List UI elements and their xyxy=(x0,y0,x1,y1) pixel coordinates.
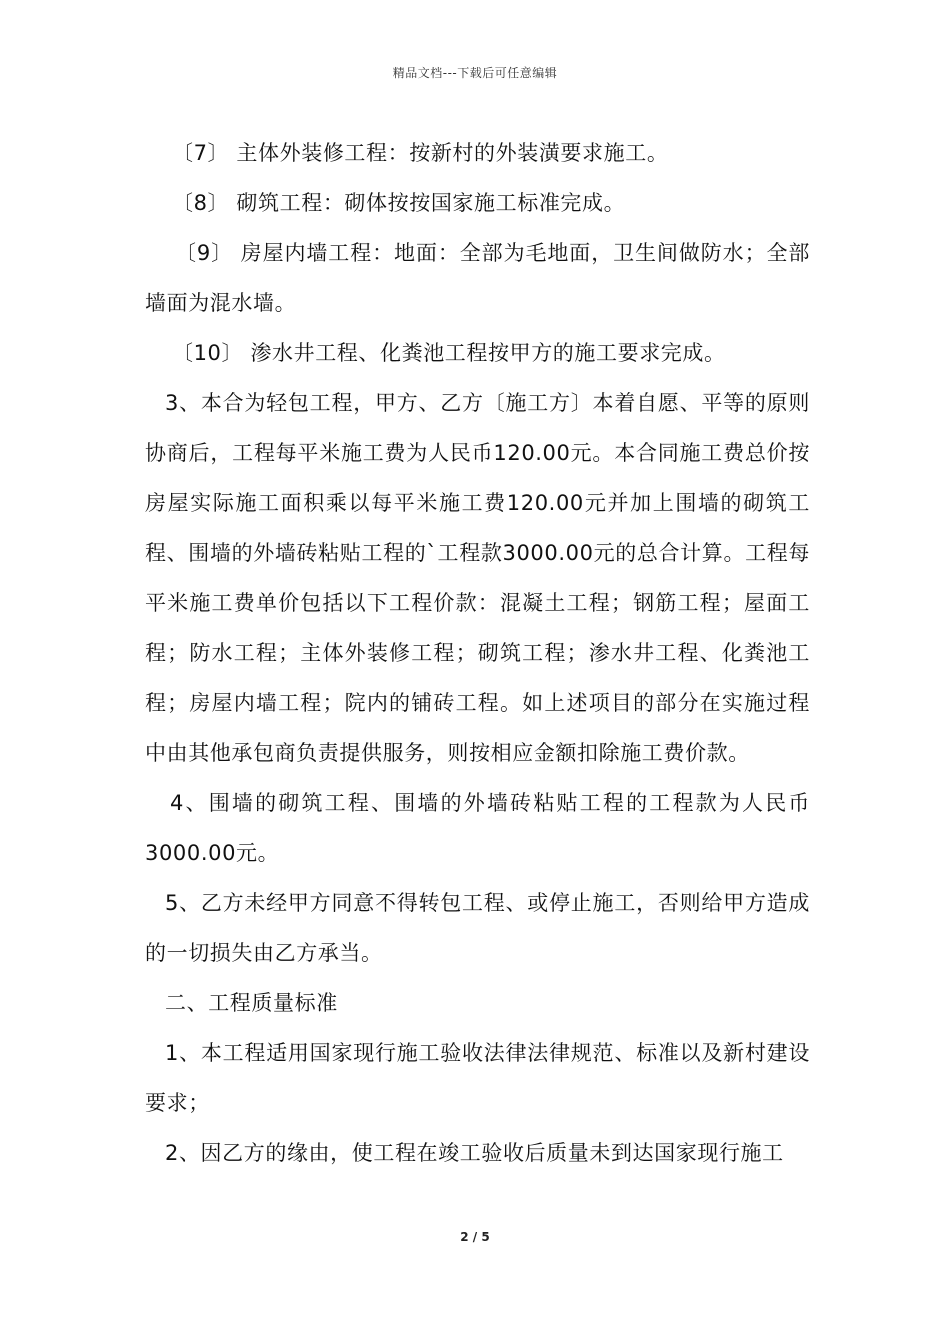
page-header: 精品文档---下载后可任意编辑 xyxy=(392,66,558,80)
paragraph-quality-1: 1、本工程适用国家现行施工验收法律法律规范、标准以及新村建设要求； xyxy=(145,1041,810,1115)
section-heading-quality: 二、工程质量标准 xyxy=(165,991,338,1015)
paragraph-clause-4: 4、围墙的砌筑工程、围墙的外墙砖粘贴工程的工程款为人民币3000.00元。 xyxy=(145,791,810,865)
paragraph-clause-3: 3、本合为轻包工程，甲方、乙方〔施工方〕本着自愿、平等的原则协商后，工程每平米施工费为人民币120.00元。本合同施工费总价按房屋实际施工面积乘以每平米施工费120.00元并加上围墙的砌筑工程、围墙的外墙砖粘贴工程的`工程款3000.00元的总合计算。工程每平米施工费单价包括以下工程价款：混凝土工程；钢筋工程；屋面工程；防水工程；主体外装修工程；砌筑工程；渗水井工程、化粪池工程；房屋内墙工程；院内的铺砖工程。如上述项目的部分在实施过程中由其他承包商负责提供服务，则按相应金额扣除施工费价款。 xyxy=(145,391,810,765)
paragraph-quality-2: 2、因乙方的缘由，使工程在竣工验收后质量未到达国家现行施工 xyxy=(165,1141,784,1165)
page-number: 2 / 5 xyxy=(460,1230,490,1244)
paragraph-clause-5: 5、乙方未经甲方同意不得转包工程、或停止施工，否则给甲方造成的一切损失由乙方承当。 xyxy=(145,891,810,965)
paragraph-item-8: 〔8〕 砌筑工程：砌体按按国家施工标准完成。 xyxy=(172,191,626,215)
paragraph-item-7: 〔7〕 主体外装修工程：按新村的外装潢要求施工。 xyxy=(172,141,669,165)
document-body xyxy=(145,128,810,1178)
paragraph-item-9: 〔9〕 房屋内墙工程：地面：全部为毛地面，卫生间做防水；全部墙面为混水墙。 xyxy=(145,241,810,315)
paragraph-item-10: 〔10〕 渗水井工程、化粪池工程按甲方的施工要求完成。 xyxy=(172,341,726,365)
